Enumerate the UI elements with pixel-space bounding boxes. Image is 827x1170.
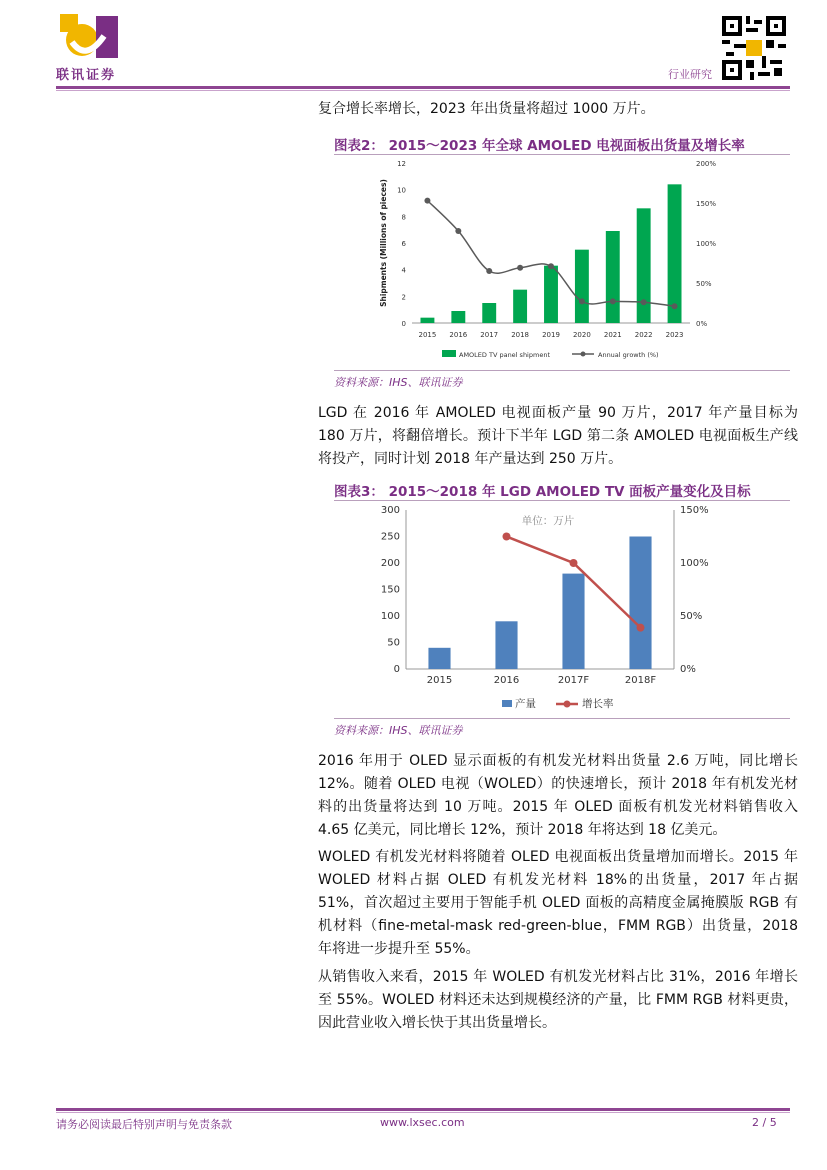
y-tick-label: 0 bbox=[393, 664, 400, 675]
x-tick-label: 2015 bbox=[418, 331, 437, 339]
bar-2021 bbox=[606, 231, 620, 323]
chart-annotation: 单位：万片 bbox=[521, 515, 575, 527]
x-tick-label: 2018F bbox=[624, 675, 657, 686]
x-tick-label: 2017 bbox=[480, 331, 499, 339]
header-category: 行业研究 bbox=[668, 68, 712, 81]
legend-label: 产量 bbox=[515, 698, 536, 710]
y-tick-label: 250 bbox=[380, 531, 400, 543]
x-tick-label: 2020 bbox=[572, 331, 591, 339]
y-tick-label: 300 bbox=[380, 505, 400, 516]
chart-global-amoled-tv-shipments bbox=[372, 158, 717, 368]
y-tick-label: 6 bbox=[401, 240, 406, 248]
growth-point-2022 bbox=[641, 299, 647, 305]
footer-disclaimer-link[interactable]: 请务必阅读最后特别声明与免责条款 bbox=[56, 1118, 232, 1131]
y-tick-label: 150 bbox=[380, 584, 400, 596]
y-tick-label: 12 bbox=[397, 160, 406, 168]
growth-point-2018 bbox=[517, 265, 523, 271]
paragraph: 2016 年用于 OLED 显示面板的有机发光材料出货量 2.6 万吨，同比增长 12%。随着 OLED 电视（WOLED）的快速增长，预计 2018 年有机发光材料的出货量将达到 10 万吨。2015 年 OLED 面板有机发光材料销售收入 4.65 亿美元，同比增长 12%，预计 2018 年将达到 18 亿美元。 bbox=[318, 753, 798, 838]
growth-point-2016 bbox=[503, 533, 511, 541]
bar-2016 bbox=[495, 621, 517, 669]
bar-2015 bbox=[420, 318, 434, 323]
paragraph: 从销售收入来看，2015 年 WOLED 有机发光材料占比 31%，2016 年增长至 55%。WOLED 材料还未达到规模经济的产量，比 FMM RGB 材料更贵，因此营业收入增长快于其出货量增长。 bbox=[318, 969, 798, 1031]
bar-2020 bbox=[575, 250, 589, 323]
growth-point-2016 bbox=[455, 228, 461, 234]
legend-marker bbox=[581, 352, 586, 357]
legend-label: 增长率 bbox=[582, 698, 614, 710]
y2-tick-label: 50% bbox=[696, 280, 712, 288]
x-tick-label: 2015 bbox=[426, 675, 453, 686]
bar-2019 bbox=[544, 266, 558, 323]
growth-point-2015 bbox=[424, 198, 430, 204]
page-number: 2 / 5 bbox=[752, 1116, 777, 1129]
header-divider-thin bbox=[56, 90, 790, 91]
x-tick-label: 2017F bbox=[557, 675, 590, 686]
bar-2023 bbox=[668, 184, 682, 323]
x-tick-label: 2016 bbox=[493, 675, 520, 686]
bar-2018 bbox=[513, 290, 527, 323]
y-tick-label: 0 bbox=[401, 320, 406, 328]
x-tick-label: 2016 bbox=[449, 331, 468, 339]
legend-label: AMOLED TV panel shipment bbox=[459, 351, 550, 359]
x-tick-label: 2018 bbox=[511, 331, 530, 339]
paragraph: WOLED 有机发光材料将随着 OLED 电视面板出货量增加而增长。2015 年 WOLED 材料占据 OLED 有机发光材料 18%的出货量，2017 年占据 51%，首次超过主要用于智能手机 OLED 面板的高精度金属掩膜版 RGB 有机材料（fine-metal-mask red-green-blue，FMM RGB）出货量，2018 年将进一步提升至 55%。 bbox=[318, 849, 798, 957]
footer-website-link[interactable]: www.lxsec.com bbox=[380, 1116, 465, 1129]
y-tick-label: 200 bbox=[380, 558, 400, 569]
y-axis-title: Shipments (Millions of pieces) bbox=[379, 179, 388, 307]
y2-tick-label: 200% bbox=[696, 160, 717, 168]
figure-title-rule bbox=[334, 154, 790, 155]
growth-point-2018F bbox=[637, 624, 645, 632]
y-tick-label: 8 bbox=[401, 213, 406, 222]
y2-tick-label: 50% bbox=[680, 611, 703, 622]
bar-2015 bbox=[428, 648, 450, 669]
paragraph: LGD 在 2016 年 AMOLED 电视面板产量 90 万片，2017 年产量目标为 180 万片，将翻倍增长。预计下半年 LGD 第二条 AMOLED 电视面板生产线将投产，同时计划 2018 年产量达到 250 万片。 bbox=[318, 405, 798, 467]
growth-point-2017 bbox=[486, 268, 492, 274]
legend-label: Annual growth (%) bbox=[598, 351, 659, 359]
y-tick-label: 100 bbox=[380, 611, 400, 622]
figure-title-rule bbox=[334, 500, 790, 501]
bar-2017 bbox=[482, 303, 496, 323]
y2-tick-label: 0% bbox=[696, 320, 708, 328]
figure-source: 资料来源：IHS、联讯证券 bbox=[334, 724, 463, 737]
y2-tick-label: 150% bbox=[696, 200, 717, 208]
growth-point-2021 bbox=[610, 298, 616, 304]
y2-tick-label: 100% bbox=[696, 240, 717, 248]
qr-code-icon bbox=[722, 16, 786, 80]
figure-title: 图表3： 2015～2018 年 LGD AMOLED TV 面板产量变化及目标 bbox=[334, 484, 751, 500]
bar-2016 bbox=[451, 311, 465, 323]
x-tick-label: 2023 bbox=[665, 331, 684, 339]
footer-divider bbox=[56, 1108, 790, 1111]
y-tick-label: 2 bbox=[401, 293, 406, 302]
x-tick-label: 2022 bbox=[634, 331, 653, 339]
figure-title: 图表2： 2015～2023 年全球 AMOLED 电视面板出货量及增长率 bbox=[334, 138, 745, 154]
y2-tick-label: 150% bbox=[680, 505, 709, 516]
footer-divider-thin bbox=[56, 1112, 790, 1113]
legend-swatch-bar bbox=[502, 700, 512, 707]
y-tick-label: 50 bbox=[387, 637, 400, 649]
growth-point-2017F bbox=[570, 559, 578, 567]
figure-source: 资料来源：IHS、联讯证券 bbox=[334, 376, 463, 389]
legend-marker bbox=[564, 701, 571, 708]
y2-tick-label: 100% bbox=[680, 558, 709, 569]
bar-2022 bbox=[637, 208, 651, 323]
logo-text: 联讯证券 bbox=[56, 68, 117, 83]
paragraph: 复合增长率增长，2023 年出货量将超过 1000 万片。 bbox=[318, 101, 655, 117]
figure-bottom-rule bbox=[334, 718, 790, 719]
growth-point-2020 bbox=[579, 298, 585, 304]
growth-point-2019 bbox=[548, 263, 554, 269]
legend-swatch-bar bbox=[442, 350, 456, 357]
y-tick-label: 4 bbox=[401, 266, 406, 275]
growth-point-2023 bbox=[672, 303, 678, 309]
bar-2018F bbox=[629, 537, 651, 670]
x-tick-label: 2019 bbox=[542, 331, 560, 339]
header-divider bbox=[56, 86, 790, 89]
bar-2017F bbox=[562, 574, 584, 669]
y2-tick-label: 0% bbox=[680, 664, 696, 675]
y-tick-label: 10 bbox=[397, 186, 406, 195]
company-logo bbox=[56, 12, 126, 64]
chart-lgd-amoled-tv-output bbox=[362, 502, 742, 712]
figure-bottom-rule bbox=[334, 370, 790, 371]
x-tick-label: 2021 bbox=[603, 331, 622, 339]
